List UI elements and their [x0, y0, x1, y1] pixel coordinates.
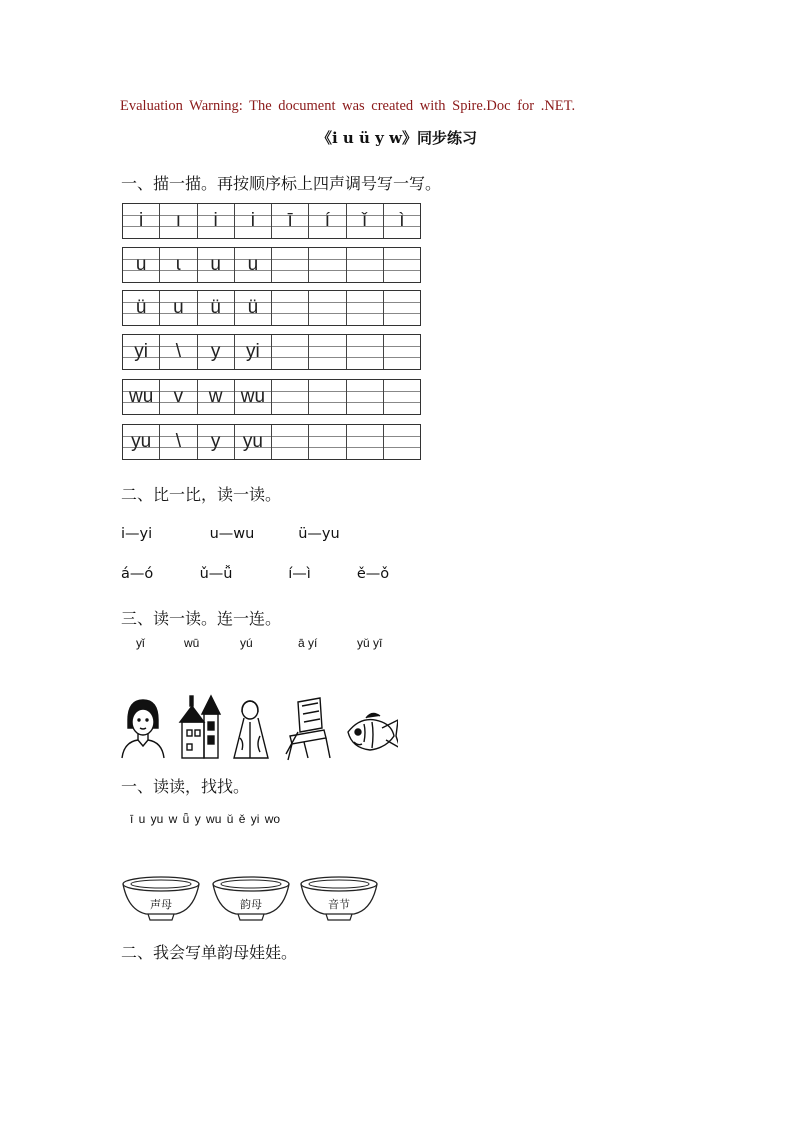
grid-cell-text: ɩ: [176, 254, 181, 275]
grid-cell: [235, 248, 272, 282]
grid-cell-text: yu: [131, 431, 152, 452]
section3-heading: 三、读一读。连一连。: [121, 609, 282, 628]
grid-cell-text: wu: [128, 386, 154, 407]
pinyin-label: ā yí: [298, 636, 318, 650]
grid-cell: [272, 291, 309, 325]
bowl-shengmu: [120, 874, 202, 926]
compare-item: u—wu: [209, 526, 255, 542]
grid-cell: [384, 248, 420, 282]
grid-cell: [347, 204, 384, 238]
grid-cell-text: u: [247, 254, 259, 275]
bowl-yunmu: [210, 874, 292, 926]
grid-cell-text: yi: [246, 341, 260, 362]
grid-cell: [347, 380, 384, 414]
compare-item: á—ó: [121, 566, 154, 582]
grid-cell-text: u: [135, 254, 147, 275]
grid-cell: [309, 291, 346, 325]
grid-cell-text: yu: [242, 431, 263, 452]
grid-cell: [160, 204, 197, 238]
grid-cell-text: i: [213, 210, 218, 231]
document-title: 《i u ü y w》同步练习: [316, 129, 478, 147]
grid-cell-text: \: [175, 431, 182, 452]
grid-row: [122, 203, 421, 239]
grid-row: [122, 379, 421, 415]
grid-cell-text: ı: [175, 210, 182, 231]
grid-cell: [384, 380, 420, 414]
grid-cell-text: v: [173, 386, 184, 407]
grid-cell: [384, 291, 420, 325]
pinyin-label: yǐ: [136, 636, 145, 650]
compare-item: i—yi: [121, 526, 153, 542]
grid-cell-text: y: [210, 431, 221, 452]
pinyin-label: wū: [184, 636, 200, 650]
grid-cell: [198, 380, 235, 414]
section5-heading: 二、我会写单韵母娃娃。: [121, 943, 298, 962]
grid-cell: [272, 335, 309, 369]
grid-row: [122, 290, 421, 326]
bowl-label: 音节: [328, 898, 350, 911]
grid-cell: [160, 335, 197, 369]
grid-cell: [272, 380, 309, 414]
grid-cell: [309, 425, 346, 459]
grid-cell: [198, 204, 235, 238]
grid-cell: [123, 380, 160, 414]
chair-icon: [286, 698, 330, 760]
grid-cell-text: u: [210, 254, 221, 275]
grid-cell-text: ǐ: [362, 210, 367, 231]
grid-cell-text: ì: [399, 210, 405, 231]
grid-cell: [347, 291, 384, 325]
grid-cell: [123, 335, 160, 369]
grid-cell: [347, 335, 384, 369]
grid-cell: [123, 248, 160, 282]
pinyin-label: yú: [240, 636, 253, 650]
raincoat-icon: [234, 701, 268, 758]
compare-item: í—ì: [288, 566, 311, 582]
woman-icon: [122, 700, 164, 758]
grid-cell: [198, 291, 235, 325]
grid-cell: [235, 291, 272, 325]
grid-cell: [160, 425, 197, 459]
grid-cell: [235, 204, 272, 238]
evaluation-warning: Evaluation Warning: The document was created with Spire.Doc for .NET.: [120, 98, 576, 114]
grid-cell: [160, 248, 197, 282]
pinyin-label: yǔ yī: [357, 636, 383, 650]
grid-row: [122, 424, 421, 460]
matching-pictures: [118, 692, 398, 764]
grid-cell: [198, 335, 235, 369]
grid-cell-text: y: [210, 341, 221, 362]
grid-cell: [160, 380, 197, 414]
grid-cell-text: i: [139, 210, 144, 231]
fish-icon: [348, 713, 398, 750]
grid-cell: [384, 335, 420, 369]
bowl-yinjie: [298, 874, 380, 926]
grid-cell-text: ü: [210, 297, 221, 318]
grid-cell: [235, 335, 272, 369]
grid-cell: [123, 291, 160, 325]
grid-cell: [198, 248, 235, 282]
grid-cell-text: u: [173, 297, 184, 318]
grid-cell-text: ü: [135, 297, 147, 318]
house-icon: [180, 696, 220, 758]
grid-cell: [309, 380, 346, 414]
grid-cell: [309, 248, 346, 282]
grid-cell-text: w: [208, 386, 223, 407]
grid-cell: [309, 204, 346, 238]
grid-cell: [272, 248, 309, 282]
grid-row: [122, 334, 421, 370]
bowl-label: 韵母: [240, 898, 262, 911]
compare-item: ǔ—ǚ: [199, 566, 233, 582]
grid-cell: [235, 380, 272, 414]
section4-heading: 一、读读，找找。: [121, 777, 250, 796]
grid-cell: [272, 204, 309, 238]
letters-line: ī u yu w ǖ y wu ǔ ě yi wo: [130, 812, 281, 826]
grid-cell: [384, 425, 420, 459]
grid-cell: [198, 425, 235, 459]
section1-heading: 一、描一描。再按顺序标上四声调号写一写。: [121, 174, 442, 193]
grid-cell: [272, 425, 309, 459]
grid-cell: [123, 204, 160, 238]
grid-cell-text: ī: [287, 210, 293, 231]
grid-cell-text: \: [175, 341, 182, 362]
compare-line-1: [121, 526, 340, 542]
bowl-label: 声母: [150, 898, 172, 911]
grid-cell-text: yi: [134, 341, 148, 362]
section2-heading: 二、比一比，读一读。: [121, 485, 282, 504]
compare-line-2: [121, 566, 389, 582]
grid-cell: [384, 204, 420, 238]
grid-cell: [235, 425, 272, 459]
grid-cell: [160, 291, 197, 325]
grid-row: [122, 247, 421, 283]
grid-cell: [123, 425, 160, 459]
compare-item: ě—ǒ: [356, 566, 390, 582]
grid-cell-text: ü: [247, 297, 259, 318]
grid-cell: [309, 335, 346, 369]
grid-cell: [347, 248, 384, 282]
compare-item: ü—yu: [298, 526, 340, 542]
grid-cell-text: i: [250, 210, 255, 231]
grid-cell: [347, 425, 384, 459]
grid-cell-text: í: [324, 210, 331, 231]
grid-cell-text: wu: [240, 386, 266, 407]
